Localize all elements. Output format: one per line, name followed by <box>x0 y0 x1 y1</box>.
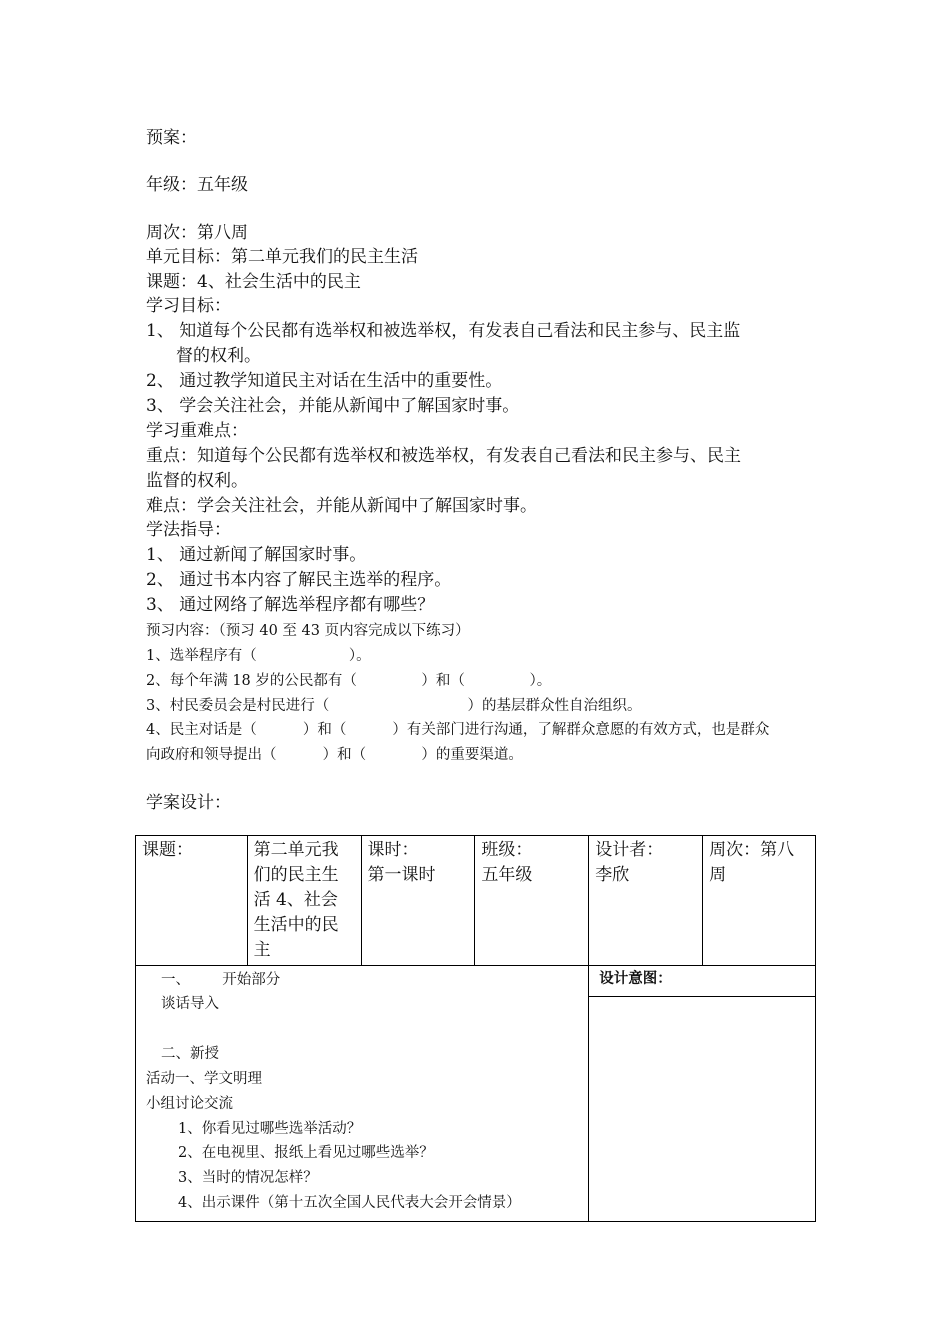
discussion-q3: 3、当时的情况怎样？ <box>178 1170 318 1186</box>
preview-q4b: 向政府和领导提出（ ）和（ ）的重要渠道。 <box>146 747 523 763</box>
unit-line: 单元目标：第二单元我们的民主生活 <box>146 247 418 267</box>
preview-q2: 2、每个年满 18 岁的公民都有（ ）和（ ）。 <box>146 673 552 689</box>
group-discussion: 小组讨论交流 <box>146 1096 233 1112</box>
method-title: 学法指导： <box>146 520 231 540</box>
week-line: 周次：第八周 <box>146 223 248 243</box>
goal-item-2: 2、 通过教学知道民主对话在生活中的重要性。 <box>146 371 503 391</box>
preview-title: 预习内容：（预习 40 至 43 页内容完成以下练习） <box>146 623 470 639</box>
section-start-detail: 谈话导入 <box>161 996 219 1012</box>
table-header-row <box>136 836 816 966</box>
preview-q1: 1、选举程序有（ ）。 <box>146 648 371 664</box>
lesson-line: 课题：4、社会生活中的民主 <box>146 272 361 292</box>
preview-q4a: 4、民主对话是（ ）和（ ）有关部门进行沟通，了解群众意愿的有效方式，也是群众 <box>146 722 770 738</box>
key-point-2: 难点：学会关注社会，并能从新闻中了解国家时事。 <box>146 496 537 516</box>
method-item-2: 2、 通过书本内容了解民主选举的程序。 <box>146 570 452 590</box>
goal-item-1-cont: 督的权利。 <box>176 346 261 366</box>
grade-line: 年级：五年级 <box>146 175 248 195</box>
key-point-1: 重点：知道每个公民都有选举权和被选举权，有发表自己看法和民主参与、民主 <box>146 446 741 466</box>
cell-topic-value: 第二单元我们的民主生活 4、社会生活中的民主 <box>247 836 361 966</box>
goals-title: 学习目标： <box>146 296 231 316</box>
goal-item-1: 1、 知道每个公民都有选举权和被选举权，有发表自己看法和民主参与、民主监 <box>146 321 741 341</box>
table-body-row <box>136 966 816 1222</box>
discussion-q4: 4、出示课件（第十五次全国人民代表大会开会情景） <box>178 1195 521 1211</box>
design-intent-cell <box>589 966 816 1222</box>
method-item-1: 1、 通过新闻了解国家时事。 <box>146 545 367 565</box>
design-intent-label: 设计意图： <box>589 966 815 997</box>
lesson-process-cell <box>136 966 589 1222</box>
section-new: 二、新授 <box>161 1046 219 1062</box>
discussion-q2: 2、在电视里、报纸上看见过哪些选举？ <box>178 1145 434 1161</box>
cell-period: 课时： 第一课时 <box>361 836 475 966</box>
method-item-3: 3、 通过网络了解选举程序都有哪些？ <box>146 595 435 615</box>
yuan-label: 预案： <box>146 128 197 148</box>
key-title: 学习重难点： <box>146 421 248 441</box>
activity-1: 活动一、学文明理 <box>146 1071 262 1087</box>
key-point-1-cont: 监督的权利。 <box>146 471 248 491</box>
cell-week: 周次：第八周 <box>703 836 816 966</box>
cell-topic-label: 课题： <box>136 836 248 966</box>
preview-q3: 3、村民委员会是村民进行（ ）的基层群众性自治组织。 <box>146 698 642 714</box>
design-title: 学案设计： <box>146 793 231 813</box>
section-start: 一、 开始部分 <box>161 972 281 988</box>
cell-class: 班级： 五年级 <box>475 836 589 966</box>
design-table <box>135 835 816 1222</box>
cell-designer: 设计者： 李欣 <box>589 836 703 966</box>
goal-item-3: 3、 学会关注社会，并能从新闻中了解国家时事。 <box>146 396 520 416</box>
discussion-q1: 1、你看见过哪些选举活动？ <box>178 1121 362 1137</box>
